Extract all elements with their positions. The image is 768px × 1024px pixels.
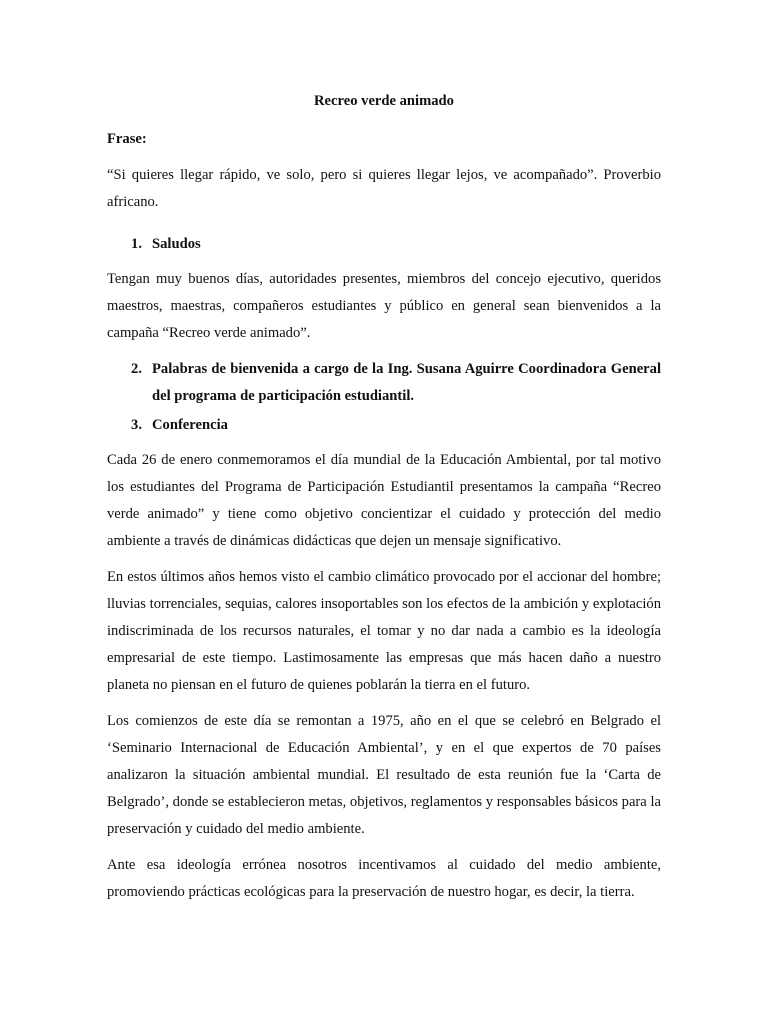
- conferencia-paragraph: Ante esa ideología errónea nosotros incentivamos al cuidado del medio ambiente, promoviendo prácticas ecológicas para la preservación de nuestro hogar, es decir, la tierra.: [107, 857, 661, 900]
- document-title: Recreo verde animado: [314, 93, 454, 109]
- frase-text: “Si quieres llegar rápido, ve solo, pero si quieres llegar lejos, ve acompañado”. Proverbio africano.: [107, 167, 661, 210]
- conferencia-paragraph: En estos últimos años hemos visto el cambio climático provocado por el accionar del hombre; lluvias torrenciales, sequias, calores insoportables son los efectos de la ambición y explotación indiscriminada de los recursos naturales, el tomar y no dar nada a cambio es la ideología empresarial de este tiempo. Lastimosamente las empresas que más hacen daño a nuestro planeta no piensan en el futuro de quienes poblarán la tierra en el futuro.: [107, 569, 661, 693]
- section-number: 2.: [131, 361, 142, 377]
- frase-heading: Frase:: [107, 131, 147, 147]
- section-number: 3.: [131, 417, 142, 433]
- section-title: Palabras de bienvenida a cargo de la Ing. Susana Aguirre Coordinadora General del programa de participación estudiantil.: [152, 361, 661, 404]
- section-heading-bienvenida: [107, 356, 661, 410]
- section-heading-conferencia: [107, 412, 661, 439]
- conferencia-paragraph: Los comienzos de este día se remontan a 1975, año en el que se celebró en Belgrado el ‘Seminario Internacional de Educación Ambiental’, y en el que expertos de 70 países analizaron la situación ambiental mundial. El resultado de esta reunión fue la ‘Carta de Belgrado’, donde se establecieron metas, objetivos, reglamentos y responsables básicos para la preservación y cuidado del medio ambiente.: [107, 713, 661, 837]
- section-title: Conferencia: [152, 417, 228, 433]
- section-number: 1.: [131, 236, 142, 252]
- conferencia-paragraph: Cada 26 de enero conmemoramos el día mundial de la Educación Ambiental, por tal motivo los estudiantes del Programa de Participación Estudiantil presentamos la campaña “Recreo verde animado” y tiene como objetivo concientizar el cuidado y protección del medio ambiente a través de dinámicas didácticas que dejen un mensaje significativo.: [107, 452, 661, 549]
- section-heading-saludos: [107, 231, 661, 258]
- document-page: [107, 86, 661, 915]
- section-title: Saludos: [152, 236, 201, 252]
- saludos-paragraph: Tengan muy buenos días, autoridades presentes, miembros del concejo ejecutivo, queridos maestros, maestras, compañeros estudiantes y público en general sean bienvenidos a la campaña “Recreo verde animado”.: [107, 271, 661, 341]
